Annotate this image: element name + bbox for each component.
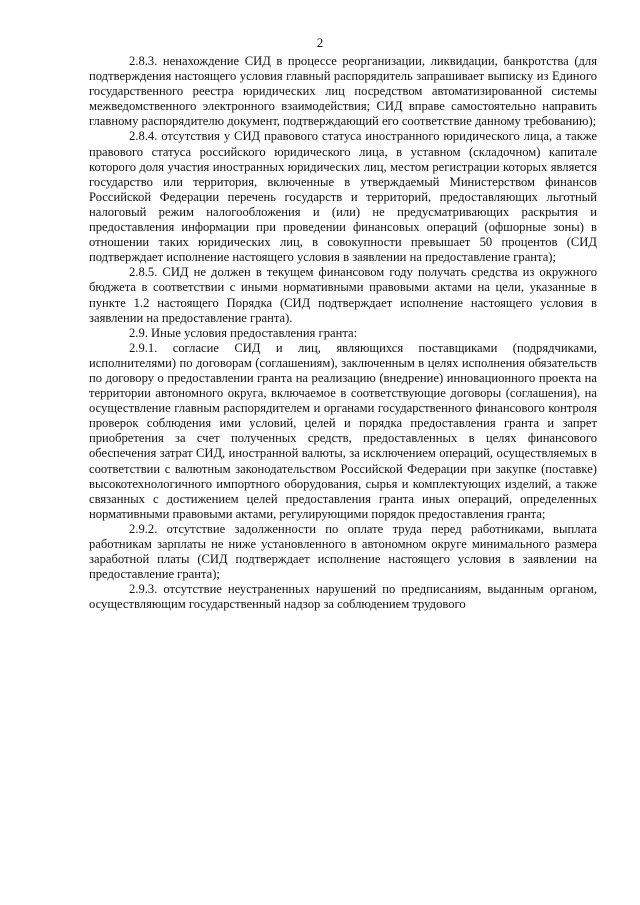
paragraph-2-9-3: 2.9.3. отсутствие неустраненных нарушений по предписаниям, выданным органом, осуществляющим государственный надзор за соблюдением трудового (89, 582, 597, 612)
page-number: 2 (316, 35, 324, 50)
paragraph-2-8-3: 2.8.3. ненахождение СИД в процессе реорганизации, ликвидации, банкротства (для подтверждения настоящего условия главный распорядитель запрашивает выписку из Единого государственного реестра юридических лиц посредством автоматизированной системы межведомственного электронного взаимодействия; СИД вправе самостоятельно направить главному распорядителю документ, подтверждающий его соответствие данному требованию); (89, 54, 597, 129)
paragraph-2-9-2: 2.9.2. отсутствие задолженности по оплате труда перед работниками, выплата работникам зарплаты не ниже установленного в автономном округе минимального размера заработной платы (СИД подтверждает исполнение настоящего условия в заявлении на предоставление гранта); (89, 521, 597, 582)
paragraph-2-8-5: 2.8.5. СИД не должен в текущем финансовом году получать средства из окружного бюджета в соответствии с иными нормативными правовыми актами на цели, указанные в пункте 1.2 настоящего Порядка (СИД подтверждает исполнение настоящего условия в заявлении на предоставление гранта). (89, 265, 597, 325)
paragraph-2-9-1: 2.9.1. согласие СИД и лиц, являющихся поставщиками (подрядчиками, исполнителями) по договорам (соглашениям), заключенным в целях исполнения обязательств по договору о предоставлении гранта на реализацию (внедрение) инновационного проекта на территории автономного округа, включаемое в соответствующие договоры (соглашения), на осуществление главным распорядителем и органами государственного финансового контроля проверок соблюдения ими условий, целей и порядка предоставления гранта и запрет приобретения за счет полученных средств, предоставленных в целях финансового обеспечения затрат СИД, иностранной валюты, за исключением операций, осуществляемых в соответствии с валютным законодательством Российской Федерации при закупке (поставке) высокотехнологичного импортного оборудования, сырья и комплектующих изделий, а также связанных с достижением целей предоставления гранта иных операций, определенных нормативными правовыми актами, регулирующими порядок предоставления гранта; (89, 340, 597, 521)
document-body (89, 54, 597, 612)
paragraph-2-9: 2.9. Иные условия предоставления гранта: (129, 325, 358, 340)
paragraph-2-8-4: 2.8.4. отсутствия у СИД правового статуса иностранного юридического лица, а также правового статуса российского юридического лица, в уставном (складочном) капитале которого доля участия иностранных юридических лиц, местом регистрации которых является государство или территория, включенные в утверждаемый Министерством финансов Российской Федерации перечень государств и территорий, предоставляющих льготный налоговый режим налогообложения и (или) не предусматривающих раскрытия и предоставления информации при проведении финансовых операций (офшорные зоны) в отношении таких юридических лиц, в совокупности превышает 50 процентов (СИД подтверждает исполнение настоящего условия в заявлении на предоставление гранта); (89, 129, 597, 265)
